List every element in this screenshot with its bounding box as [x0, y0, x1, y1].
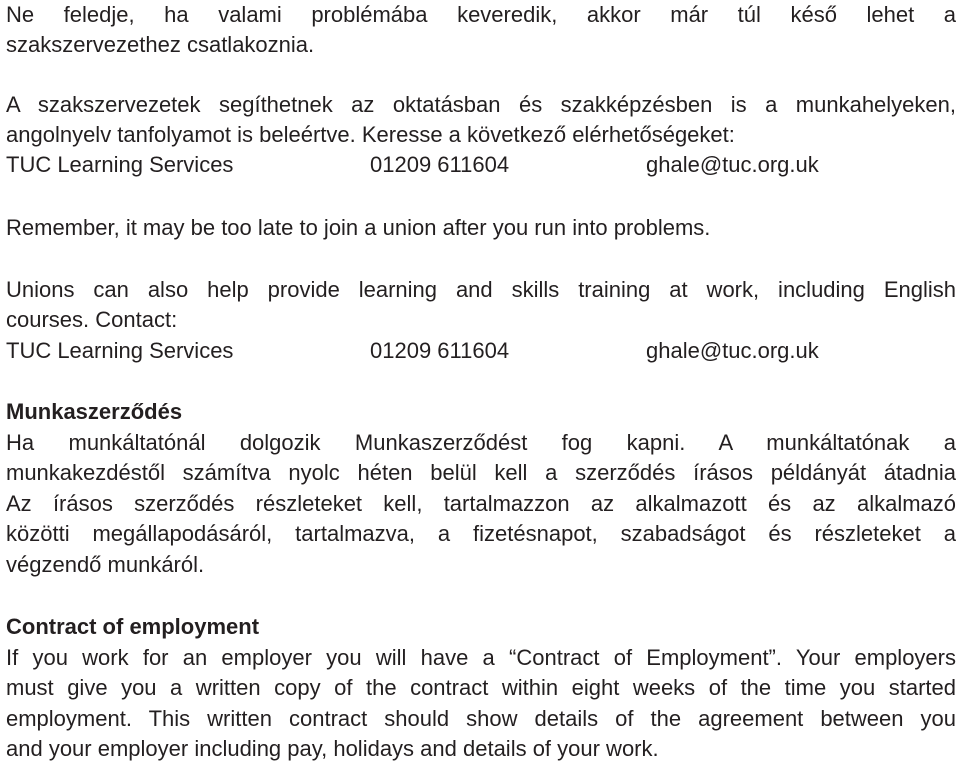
contact-en [6, 336, 956, 366]
en-contract-line-3: employment. This written contract should show details of the agreement between you [6, 706, 956, 731]
en-learning-line-1: Unions can also help provide learning and skills training at work, including English [6, 277, 956, 302]
contact-en-phone: 01209 611604 [370, 338, 510, 363]
contact-en-email[interactable]: ghale@tuc.org.uk [646, 338, 819, 363]
hu-contract-line-5: végzendő munkáról. [6, 552, 205, 577]
contact-hu-phone: 01209 611604 [370, 152, 510, 177]
en-contract-line-1: If you work for an employer you will have a “Contract of Employment”. Your employers [6, 645, 956, 670]
hu-contract-line-1: Ha munkáltatónál dolgozik Munkaszerződést fog kapni. A munkáltatónak a [6, 430, 956, 455]
contact-en-name: TUC Learning Services [6, 338, 234, 363]
contact-hu-name: TUC Learning Services [6, 152, 234, 177]
en-warning-line: Remember, it may be too late to join a union after you run into problems. [6, 215, 711, 240]
hu-learning-line-2: angolnyelv tanfolyamot is beleértve. Keresse a következő elérhetőségeket: [6, 122, 735, 147]
contact-hu [6, 150, 956, 180]
en-learning-line-2: courses. Contact: [6, 307, 178, 332]
en-contract-heading: Contract of employment [6, 614, 260, 639]
hu-learning-line-1: A szakszervezetek segíthetnek az oktatásban és szakképzésben is a munkahelyeken, [6, 92, 956, 117]
hu-warning-line-1: Ne feledje, ha valami problémába keveredik, akkor már túl késő lehet a [6, 2, 956, 27]
hu-contract-line-4: közötti megállapodásáról, tartalmazva, a fizetésnapot, szabadságot és részleteket a [6, 521, 956, 546]
hu-contract-line-2: munkakezdéstől számítva nyolc héten belül kell a szerződés írásos példányát átadnia [6, 460, 956, 485]
hu-contract-heading: Munkaszerződés [6, 399, 183, 424]
hu-contract-line-3: Az írásos szerződés részleteket kell, tartalmazzon az alkalmazott és az alkalmazó [6, 491, 956, 516]
en-contract-line-4: and your employer including pay, holidays and details of your work. [6, 736, 659, 761]
en-contract-line-2: must give you a written copy of the contract within eight weeks of the time you started [6, 675, 956, 700]
contact-hu-email[interactable]: ghale@tuc.org.uk [646, 152, 819, 177]
hu-warning-line-2: szakszervezethez csatlakoznia. [6, 32, 315, 57]
